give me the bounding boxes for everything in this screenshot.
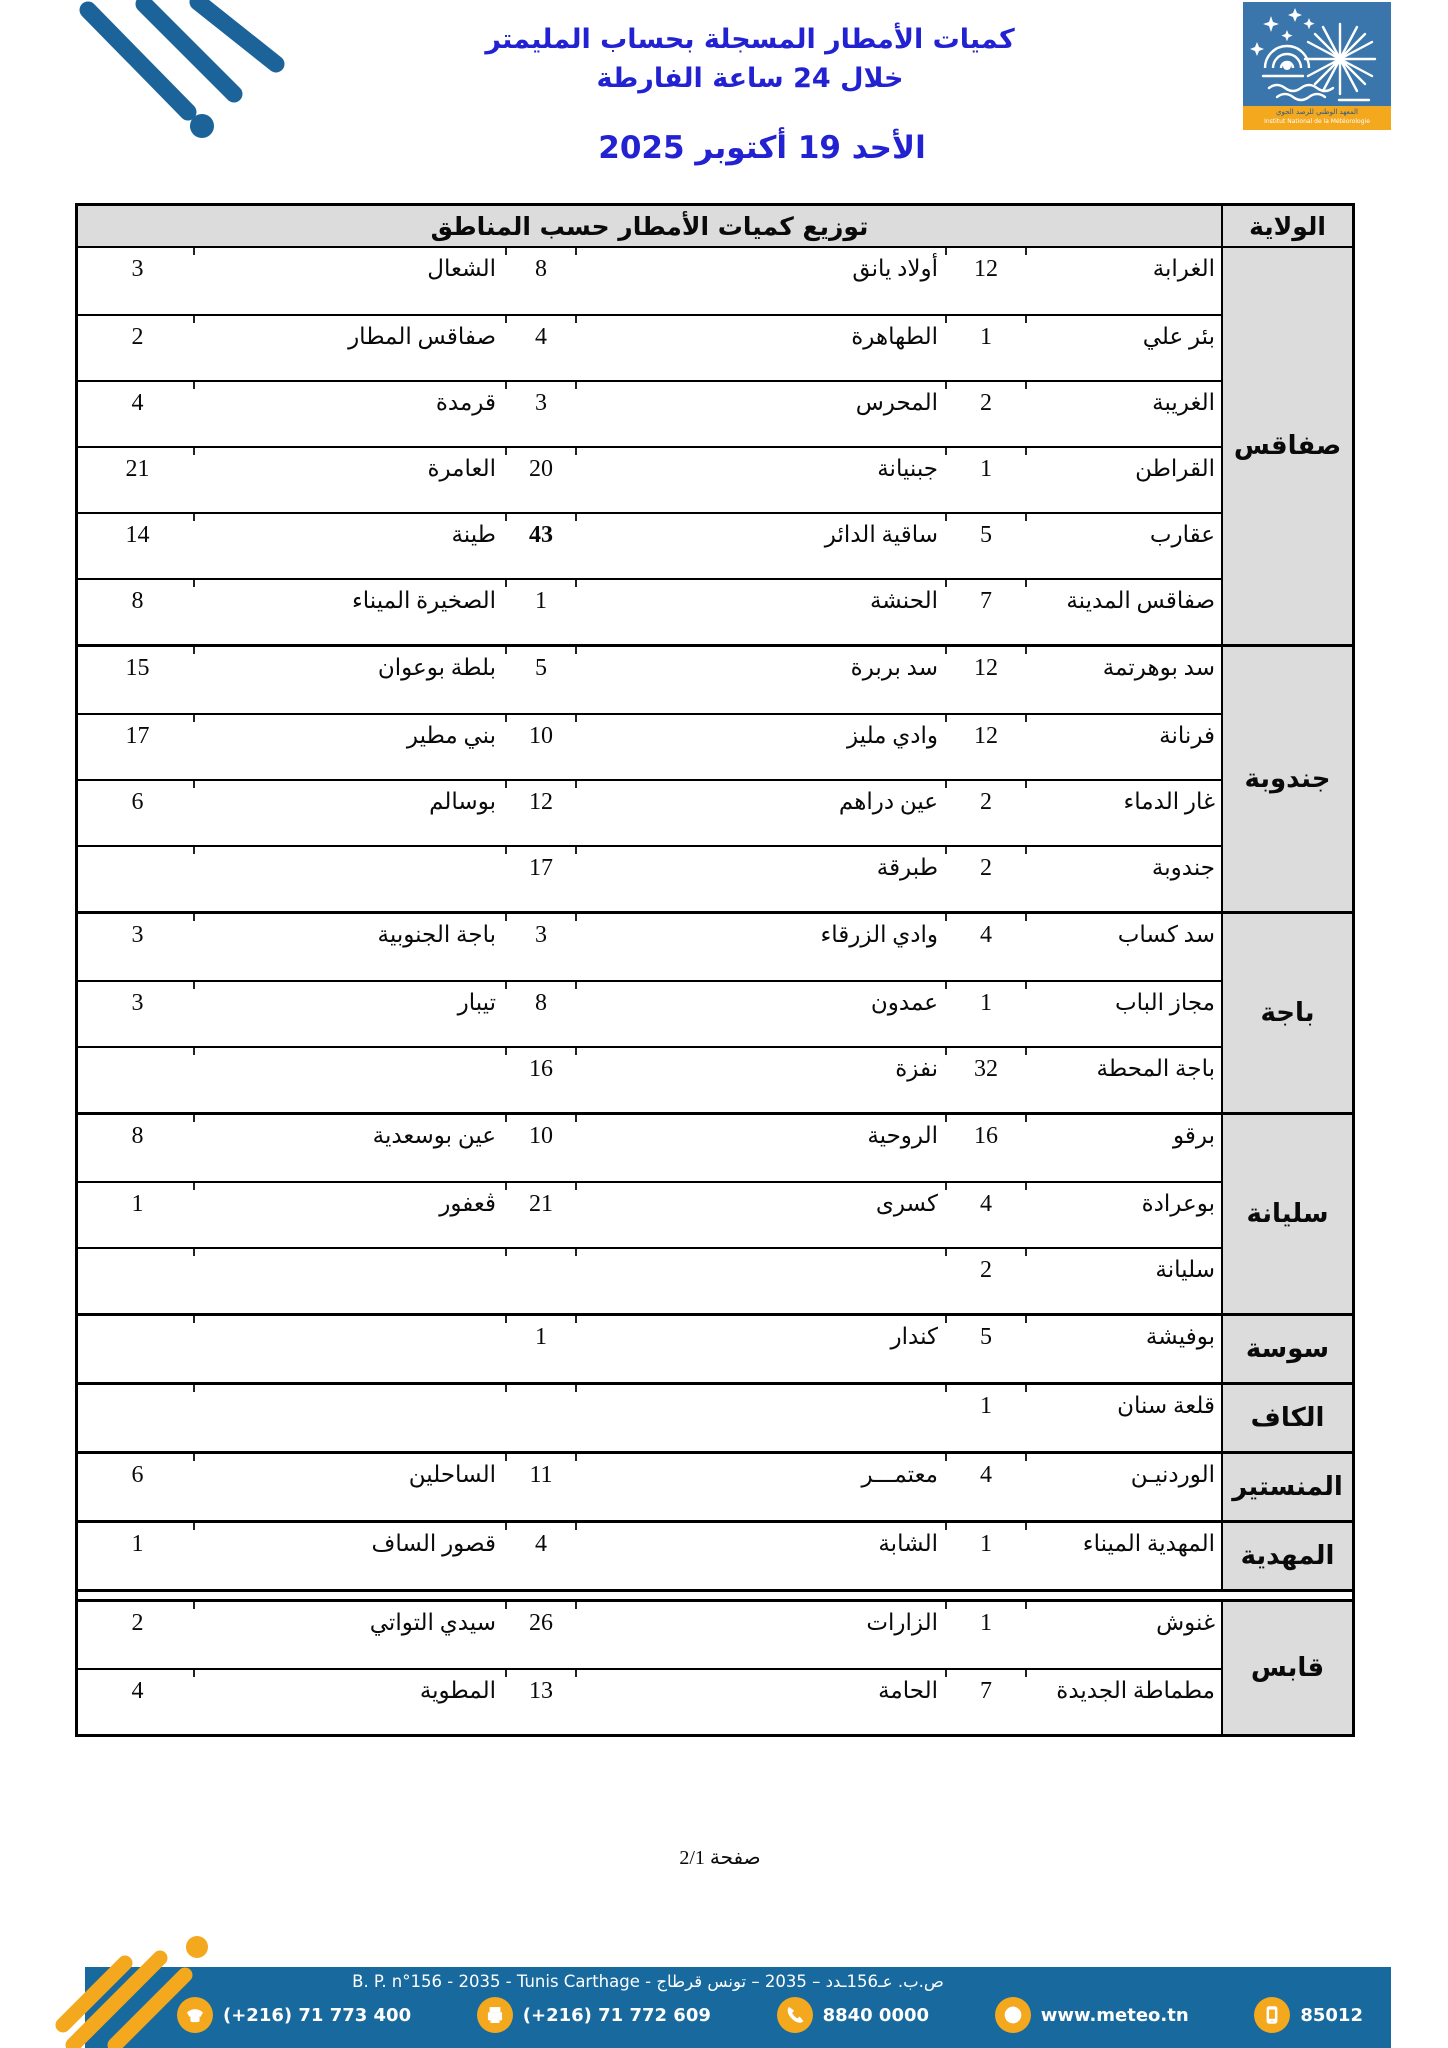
station-name-cell: عين دراهم bbox=[576, 781, 946, 845]
station-name-cell bbox=[194, 1048, 506, 1112]
rainfall-value-cell: 1 bbox=[506, 1316, 576, 1382]
rainfall-value-cell bbox=[81, 847, 194, 911]
station-name-cell: العامرة bbox=[194, 448, 506, 512]
station-name-cell: بوفيشة bbox=[1145, 1324, 1215, 1349]
table-row bbox=[78, 1668, 1221, 1734]
rainfall-value-cell: 4 bbox=[81, 1670, 194, 1734]
rainfall-value-cell: 3 bbox=[81, 248, 194, 314]
contact-item bbox=[995, 1997, 1189, 2033]
rainfall-value-cell bbox=[81, 1249, 194, 1313]
table-row bbox=[78, 314, 1221, 380]
station-name-cell: قصور الساف bbox=[194, 1523, 506, 1589]
rainfall-value-cell: 4 bbox=[946, 914, 1026, 980]
table-row bbox=[78, 1247, 1221, 1313]
governorate-cell: الكاف bbox=[1221, 1385, 1352, 1451]
table-row bbox=[78, 1046, 1221, 1112]
station-name-cell: طينة bbox=[194, 514, 506, 578]
report-date: الأحد 19 أكتوبر 2025 bbox=[598, 130, 926, 166]
globe-icon bbox=[995, 1997, 1031, 2033]
contact-text: www.meteo.tn bbox=[1040, 2004, 1189, 2026]
rainfall-value-cell: 2 bbox=[81, 316, 194, 380]
rainfall-value-cell: 2 bbox=[81, 1602, 194, 1668]
station-name-cell: المحرس bbox=[576, 382, 946, 446]
footer-bar bbox=[85, 1967, 1391, 2048]
inm-caption-ar: المعهد الوطني للرصد الجوي bbox=[1276, 108, 1358, 116]
governorate-cell: المنستير bbox=[1221, 1454, 1352, 1520]
station-name-cell: معتمـــر bbox=[576, 1454, 946, 1520]
station-name-cell: صفاقس المطار bbox=[194, 316, 506, 380]
table-row bbox=[78, 446, 1221, 512]
contact-text: (+216) 71 773 400 bbox=[223, 2004, 412, 2026]
station-name-cell: وادي الزرقاء bbox=[576, 914, 946, 980]
station-name-cell: وادي مليز bbox=[576, 715, 946, 779]
station-name-cell: ڤعفور bbox=[194, 1183, 506, 1247]
table-row bbox=[78, 845, 1221, 911]
rainfall-value-cell: 2 bbox=[946, 1249, 1026, 1313]
station-name-cell: بوسالم bbox=[194, 781, 506, 845]
station-name-cell: ساقية الدائر bbox=[576, 514, 946, 578]
section-rows bbox=[78, 1602, 1221, 1734]
table-row bbox=[78, 1523, 1221, 1589]
table-header-row bbox=[78, 206, 1352, 248]
station-name-cell: عقارب bbox=[1149, 522, 1215, 547]
table-row bbox=[78, 1181, 1221, 1247]
section-rows bbox=[78, 1454, 1221, 1520]
call-icon bbox=[777, 1997, 813, 2033]
governorate-cell: قابس bbox=[1221, 1602, 1352, 1734]
station-name-cell: بئر علي bbox=[1142, 324, 1215, 349]
governorate-cell: صفاقس bbox=[1221, 248, 1352, 644]
table-row bbox=[78, 1316, 1221, 1382]
station-name-cell: مطماطة الجديدة bbox=[1056, 1678, 1215, 1703]
station-name-cell: الحنشة bbox=[576, 580, 946, 644]
rainfall-value-cell: 1 bbox=[946, 316, 1026, 380]
gov-section-2 bbox=[78, 911, 1352, 1112]
station-name-cell: عمدون bbox=[576, 982, 946, 1046]
station-name-cell: غار الدماء bbox=[1123, 789, 1215, 814]
rainfall-value-cell: 4 bbox=[946, 1183, 1026, 1247]
rainfall-value-cell: 8 bbox=[506, 982, 576, 1046]
gov-section-6 bbox=[78, 1451, 1352, 1520]
station-name-cell: برقو bbox=[1173, 1123, 1215, 1148]
station-name-cell: بلطة بوعوان bbox=[194, 647, 506, 713]
section-rows bbox=[78, 248, 1221, 644]
table-row bbox=[78, 647, 1221, 713]
contact-item bbox=[477, 1997, 711, 2033]
station-name-cell bbox=[194, 1385, 506, 1451]
footer-contacts bbox=[177, 1997, 1363, 2033]
footer-stripes-logo bbox=[55, 1933, 255, 2048]
contact-item bbox=[777, 1997, 929, 2033]
station-name-cell: الغريبة bbox=[1152, 390, 1215, 415]
title-line-1: كميات الأمطار المسجلة بحساب المليمتر bbox=[485, 24, 1015, 55]
station-name-cell: الساحلين bbox=[194, 1454, 506, 1520]
rainfall-value-cell: 32 bbox=[946, 1048, 1026, 1112]
governorate-cell: باجة bbox=[1221, 914, 1352, 1112]
rainfall-value-cell: 1 bbox=[946, 1385, 1026, 1451]
station-name-cell: جبنيانة bbox=[576, 448, 946, 512]
table-row bbox=[78, 1385, 1221, 1451]
station-name-cell: تيبار bbox=[194, 982, 506, 1046]
rainfall-value-cell: 3 bbox=[506, 382, 576, 446]
station-name-cell: غنوش bbox=[1156, 1610, 1215, 1635]
rainfall-value-cell: 6 bbox=[81, 1454, 194, 1520]
station-name-cell: الشابة bbox=[576, 1523, 946, 1589]
station-name-cell: القراطن bbox=[1135, 456, 1215, 481]
rainfall-value-cell: 1 bbox=[506, 580, 576, 644]
rainfall-value-cell: 1 bbox=[946, 448, 1026, 512]
governorate-cell: سوسة bbox=[1221, 1316, 1352, 1382]
rainfall-value-cell: 11 bbox=[506, 1454, 576, 1520]
table-row bbox=[78, 914, 1221, 980]
table-row bbox=[78, 380, 1221, 446]
station-name-cell: الشعال bbox=[194, 248, 506, 314]
rainfall-value-cell: 7 bbox=[946, 1670, 1026, 1734]
rainfall-value-cell: 2 bbox=[946, 382, 1026, 446]
rainfall-value-cell: 6 bbox=[81, 781, 194, 845]
rainfall-value-cell: 4 bbox=[506, 316, 576, 380]
report-title bbox=[26, 20, 1448, 98]
rainfall-value-cell bbox=[81, 1385, 194, 1451]
gov-section-0 bbox=[78, 248, 1352, 644]
rainfall-value-cell: 13 bbox=[506, 1670, 576, 1734]
station-name-cell: عين بوسعدية bbox=[194, 1115, 506, 1181]
rainfall-value-cell: 12 bbox=[946, 715, 1026, 779]
rainfall-value-cell: 4 bbox=[946, 1454, 1026, 1520]
table-body bbox=[78, 248, 1352, 1734]
rainfall-value-cell: 12 bbox=[506, 781, 576, 845]
title-line-2: خلال 24 ساعة الفارطة bbox=[596, 63, 904, 94]
station-name-cell: سد بربرة bbox=[576, 647, 946, 713]
gov-section-3 bbox=[78, 1112, 1352, 1313]
rainfall-value-cell: 1 bbox=[81, 1183, 194, 1247]
rainfall-value-cell: 26 bbox=[506, 1602, 576, 1668]
rainfall-value-cell: 16 bbox=[946, 1115, 1026, 1181]
rainfall-value-cell: 3 bbox=[506, 914, 576, 980]
station-name-cell: فرنانة bbox=[1159, 723, 1215, 748]
station-name-cell bbox=[194, 1249, 506, 1313]
station-name-cell: سيدي التواتي bbox=[194, 1602, 506, 1668]
sms-icon bbox=[1254, 1997, 1290, 2033]
inm-caption-fr: Institut National de la Météorologie bbox=[1264, 118, 1370, 125]
rainfall-value-cell bbox=[81, 1048, 194, 1112]
contact-text: (+216) 71 772 609 bbox=[522, 2004, 711, 2026]
rainfall-value-cell: 2 bbox=[946, 847, 1026, 911]
governorate-cell: جندوبة bbox=[1221, 647, 1352, 911]
station-name-cell: أولاد يانق bbox=[576, 248, 946, 314]
footer-address: B. P. n°156 - 2035 - Tunis Carthage - ص.ب. عـ156ـدد – 2035 – تونس قرطاج bbox=[352, 1972, 944, 1991]
station-name-cell bbox=[576, 1385, 946, 1451]
table-row bbox=[78, 779, 1221, 845]
station-name-cell: نفزة bbox=[576, 1048, 946, 1112]
gov-section-4 bbox=[78, 1313, 1352, 1382]
gov-section-5 bbox=[78, 1382, 1352, 1451]
section-rows bbox=[78, 1385, 1221, 1451]
contact-text: 8840 0000 bbox=[822, 2004, 930, 2026]
rainfall-value-cell: 10 bbox=[506, 1115, 576, 1181]
table-row bbox=[78, 578, 1221, 644]
station-name-cell: الوردنيـن bbox=[1130, 1462, 1215, 1487]
rainfall-value-cell: 17 bbox=[81, 715, 194, 779]
section-rows bbox=[78, 914, 1221, 1112]
station-name-cell: طبرقة bbox=[576, 847, 946, 911]
table-row bbox=[78, 1602, 1221, 1668]
section-rows bbox=[78, 1115, 1221, 1313]
rainfall-value-cell bbox=[506, 1385, 576, 1451]
rainfall-value-cell: 16 bbox=[506, 1048, 576, 1112]
station-name-cell: سليانة bbox=[1155, 1257, 1215, 1282]
section-rows bbox=[78, 647, 1221, 911]
station-name-cell: الصخيرة الميناء bbox=[194, 580, 506, 644]
station-name-cell: المطوية bbox=[194, 1670, 506, 1734]
table-row bbox=[78, 512, 1221, 578]
rainfall-value-cell: 2 bbox=[946, 781, 1026, 845]
station-name-cell: باجة المحطة bbox=[1096, 1056, 1215, 1081]
rainfall-value-cell: 12 bbox=[946, 248, 1026, 314]
rainfall-value-cell: 21 bbox=[81, 448, 194, 512]
contact-text: 85012 bbox=[1300, 2004, 1363, 2026]
section-rows bbox=[78, 1523, 1221, 1589]
station-name-cell: صفاقس المدينة bbox=[1066, 588, 1215, 613]
rainfall-value-cell: 8 bbox=[81, 580, 194, 644]
station-name-cell: سد كساب bbox=[1117, 922, 1215, 947]
station-name-cell: باجة الجنوبية bbox=[194, 914, 506, 980]
station-name-cell: جندوبة bbox=[1151, 855, 1215, 880]
rainfall-value-cell: 3 bbox=[81, 914, 194, 980]
rainfall-value-cell: 1 bbox=[946, 982, 1026, 1046]
section-rows bbox=[78, 1316, 1221, 1382]
rainfall-value-cell: 8 bbox=[506, 248, 576, 314]
gov-section-1 bbox=[78, 644, 1352, 911]
station-name-cell bbox=[194, 847, 506, 911]
table-row bbox=[78, 713, 1221, 779]
station-name-cell: بني مطير bbox=[194, 715, 506, 779]
governorate-column-header: الولاية bbox=[1221, 206, 1352, 246]
table-row bbox=[78, 1454, 1221, 1520]
table-row bbox=[78, 248, 1221, 314]
rainfall-value-cell: 20 bbox=[506, 448, 576, 512]
page-number: صفحة 2/1 bbox=[679, 1847, 761, 1869]
station-name-cell: المهدية الميناء bbox=[1082, 1531, 1215, 1556]
station-name-cell: سد بوهرتمة bbox=[1102, 655, 1215, 680]
rainfall-value-cell: 5 bbox=[506, 647, 576, 713]
station-name-cell bbox=[194, 1316, 506, 1382]
rainfall-value-cell: 1 bbox=[946, 1602, 1026, 1668]
fax-icon bbox=[477, 1997, 513, 2033]
rainfall-value-cell: 21 bbox=[506, 1183, 576, 1247]
governorate-cell: سليانة bbox=[1221, 1115, 1352, 1313]
rainfall-value-cell bbox=[81, 1316, 194, 1382]
snowflake-icon bbox=[1305, 24, 1375, 94]
rainfall-value-cell: 3 bbox=[81, 982, 194, 1046]
station-name-cell: كندار bbox=[576, 1316, 946, 1382]
rainfall-value-cell: 8 bbox=[81, 1115, 194, 1181]
rainfall-value-cell bbox=[506, 1249, 576, 1313]
station-name-cell: بوعرادة bbox=[1141, 1191, 1215, 1216]
rainfall-value-cell: 17 bbox=[506, 847, 576, 911]
rainfall-value-cell: 5 bbox=[946, 514, 1026, 578]
table-row bbox=[78, 1115, 1221, 1181]
rainfall-value-cell: 5 bbox=[946, 1316, 1026, 1382]
station-name-cell: الزارات bbox=[576, 1602, 946, 1668]
station-name-cell: الحامة bbox=[576, 1670, 946, 1734]
rainfall-value-cell: 43 bbox=[506, 514, 576, 578]
rainfall-value-cell: 7 bbox=[946, 580, 1026, 644]
rainfall-value-cell: 4 bbox=[506, 1523, 576, 1589]
rainfall-value-cell: 1 bbox=[946, 1523, 1026, 1589]
rainfall-value-cell: 14 bbox=[81, 514, 194, 578]
rainfall-table bbox=[75, 203, 1355, 1737]
rainfall-value-cell: 1 bbox=[81, 1523, 194, 1589]
gov-section-7 bbox=[78, 1520, 1352, 1592]
station-name-cell: الطهاهرة bbox=[576, 316, 946, 380]
station-name-cell: كسرى bbox=[576, 1183, 946, 1247]
table-row bbox=[78, 980, 1221, 1046]
table-main-header: توزيع كميات الأمطار حسب المناطق bbox=[430, 211, 869, 241]
station-name-cell bbox=[576, 1249, 946, 1313]
rainfall-value-cell: 15 bbox=[81, 647, 194, 713]
station-name-cell: قرمدة bbox=[194, 382, 506, 446]
footer-logo-dot bbox=[186, 1936, 208, 1958]
gov-section-8 bbox=[78, 1599, 1352, 1734]
station-name-cell: قلعة سنان bbox=[1117, 1393, 1215, 1418]
rainfall-value-cell: 12 bbox=[946, 647, 1026, 713]
station-name-cell: مجاز الباب bbox=[1114, 990, 1215, 1015]
contact-item bbox=[1254, 1997, 1363, 2033]
station-name-cell: الروحية bbox=[576, 1115, 946, 1181]
station-name-cell: الغرابة bbox=[1152, 256, 1215, 281]
governorate-cell: المهدية bbox=[1221, 1523, 1352, 1589]
rainfall-value-cell: 4 bbox=[81, 382, 194, 446]
rainfall-value-cell: 10 bbox=[506, 715, 576, 779]
